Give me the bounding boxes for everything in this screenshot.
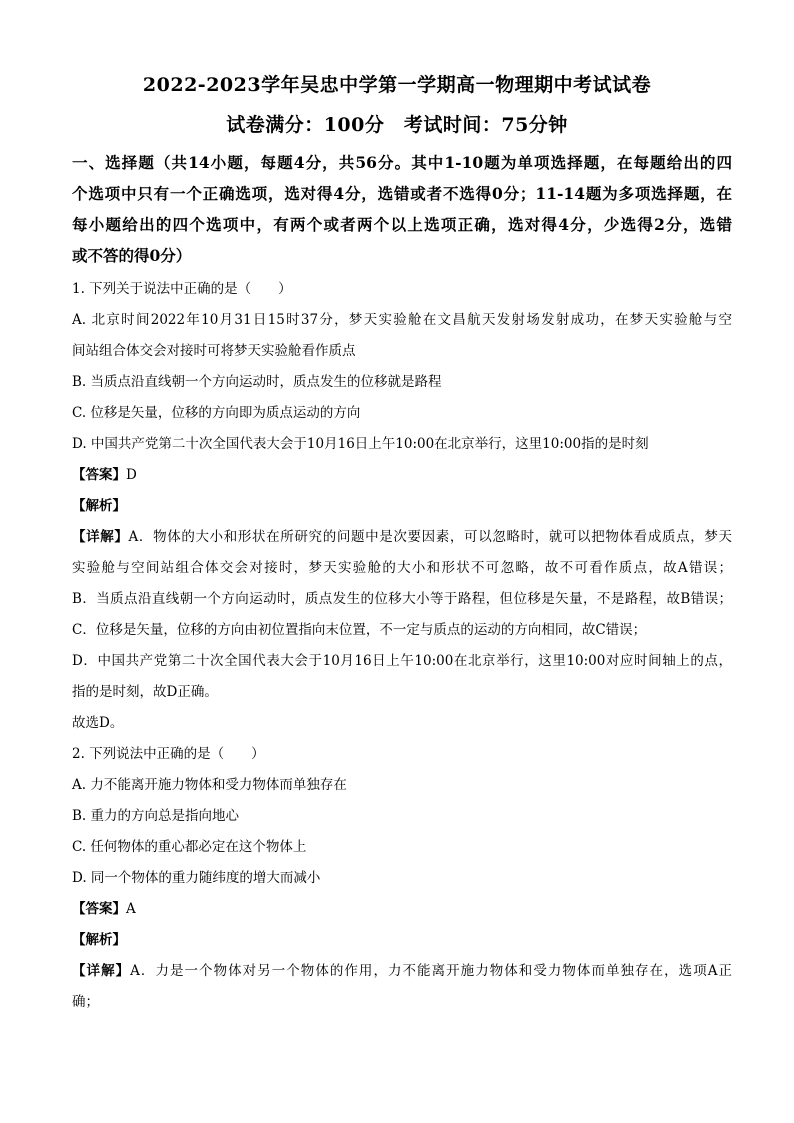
q1-analysis-tag: 【解析】 [72,498,126,514]
q1-detail-line-3: B．当质点沿直线朝一个方向运动时，质点发生的位移大小等于路程，但位移是矢量，不是路程，故B错误； [72,591,732,607]
q2-answer [72,897,732,917]
q1-option-d: D. 中国共产党第二十次全国代表大会于10月16日上午10:00在北京举行，这里10:00指的是时刻 [72,436,649,452]
q2-option-d: D. 同一个物体的重力随纬度的增大而减小 [72,870,321,886]
q1-detail-line-4: C．位移是矢量，位移的方向由初位置指向末位置，不一定与质点的运动的方向相同，故C错误； [72,622,647,638]
section-instructions-line-1: 一、选择题（共14小题，每题4分，共56分。其中1-10题为单项选择题，在每题给出的四 [72,153,732,172]
q1-option-c: C. 位移是矢量，位移的方向即为质点运动的方向 [72,405,361,421]
section-instructions-line-2: 个选项中只有一个正确选项，选对得4分，选错或者不选得0分；11-14题为多项选择题，在 [72,184,732,203]
q2-analysis-tag: 【解析】 [72,932,126,948]
answer-value: D [126,467,137,483]
q2-option-c: C. 任何物体的重心都必定在这个物体上 [72,839,307,855]
q1-detail-line-1: 【详解】A．物体的大小和形状在所研究的问题中是次要因素，可以忽略时，就可以把物体看成质点，梦天 [72,529,733,545]
q1-option-a-line-1: A. 北京时间2022年10月31日15时37分，梦天实验舱在文昌航天发射场发射成功，在梦天实验舱与空 [72,312,732,328]
q2-stem: 2. 下列说法中正确的是（ ） [72,746,265,762]
q1-detail-line-6: 指的是时刻，故D正确。 [72,684,218,700]
section-instructions-line-4: 或不答的得0分） [72,246,192,265]
q1-option-a-line-2: 间站组合体交会对接时可将梦天实验舱看作质点 [72,343,356,359]
q1-stem: 1. 下列关于说法中正确的是（ ） [72,281,292,297]
q1-answer [72,463,732,483]
section-instructions-line-3: 每小题给出的四个选项中，有两个或者两个以上选项正确，选对得4分，少选得2分，选错 [72,215,732,234]
exam-subtitle: 试卷满分：100分 考试时间：75分钟 [226,114,568,136]
q2-detail-line-2: 确； [72,994,99,1010]
q2-option-a: A. 力不能离开施力物体和受力物体而单独存在 [72,777,347,793]
answer-tag: 【答案】 [72,901,126,917]
q2-detail-line-1: 【详解】A．力是一个物体对另一个物体的作用，力不能离开施力物体和受力物体而单独存在，选项A正 [72,963,733,979]
q2-option-b: B. 重力的方向总是指向地心 [72,808,240,824]
exam-title: 2022-2023学年吴忠中学第一学期高一物理期中考试试卷 [142,74,652,96]
detail-tag: 【详解】 [72,963,131,979]
answer-value: A [126,901,136,917]
q1-detail-line-2: 实验舱与空间站组合体交会对接时，梦天实验舱的大小和形状不可忽略，故不可看作质点，故A错误； [72,560,732,576]
q1-conclusion: 故选D。 [72,715,124,731]
detail-tag: 【详解】 [72,529,129,545]
q1-option-b: B. 当质点沿直线朝一个方向运动时，质点发生的位移就是路程 [72,374,442,390]
q1-detail-line-5: D．中国共产党第二十次全国代表大会于10月16日上午10:00在北京举行，这里10:00对应时间轴上的点， [72,653,732,669]
answer-tag: 【答案】 [72,467,126,483]
